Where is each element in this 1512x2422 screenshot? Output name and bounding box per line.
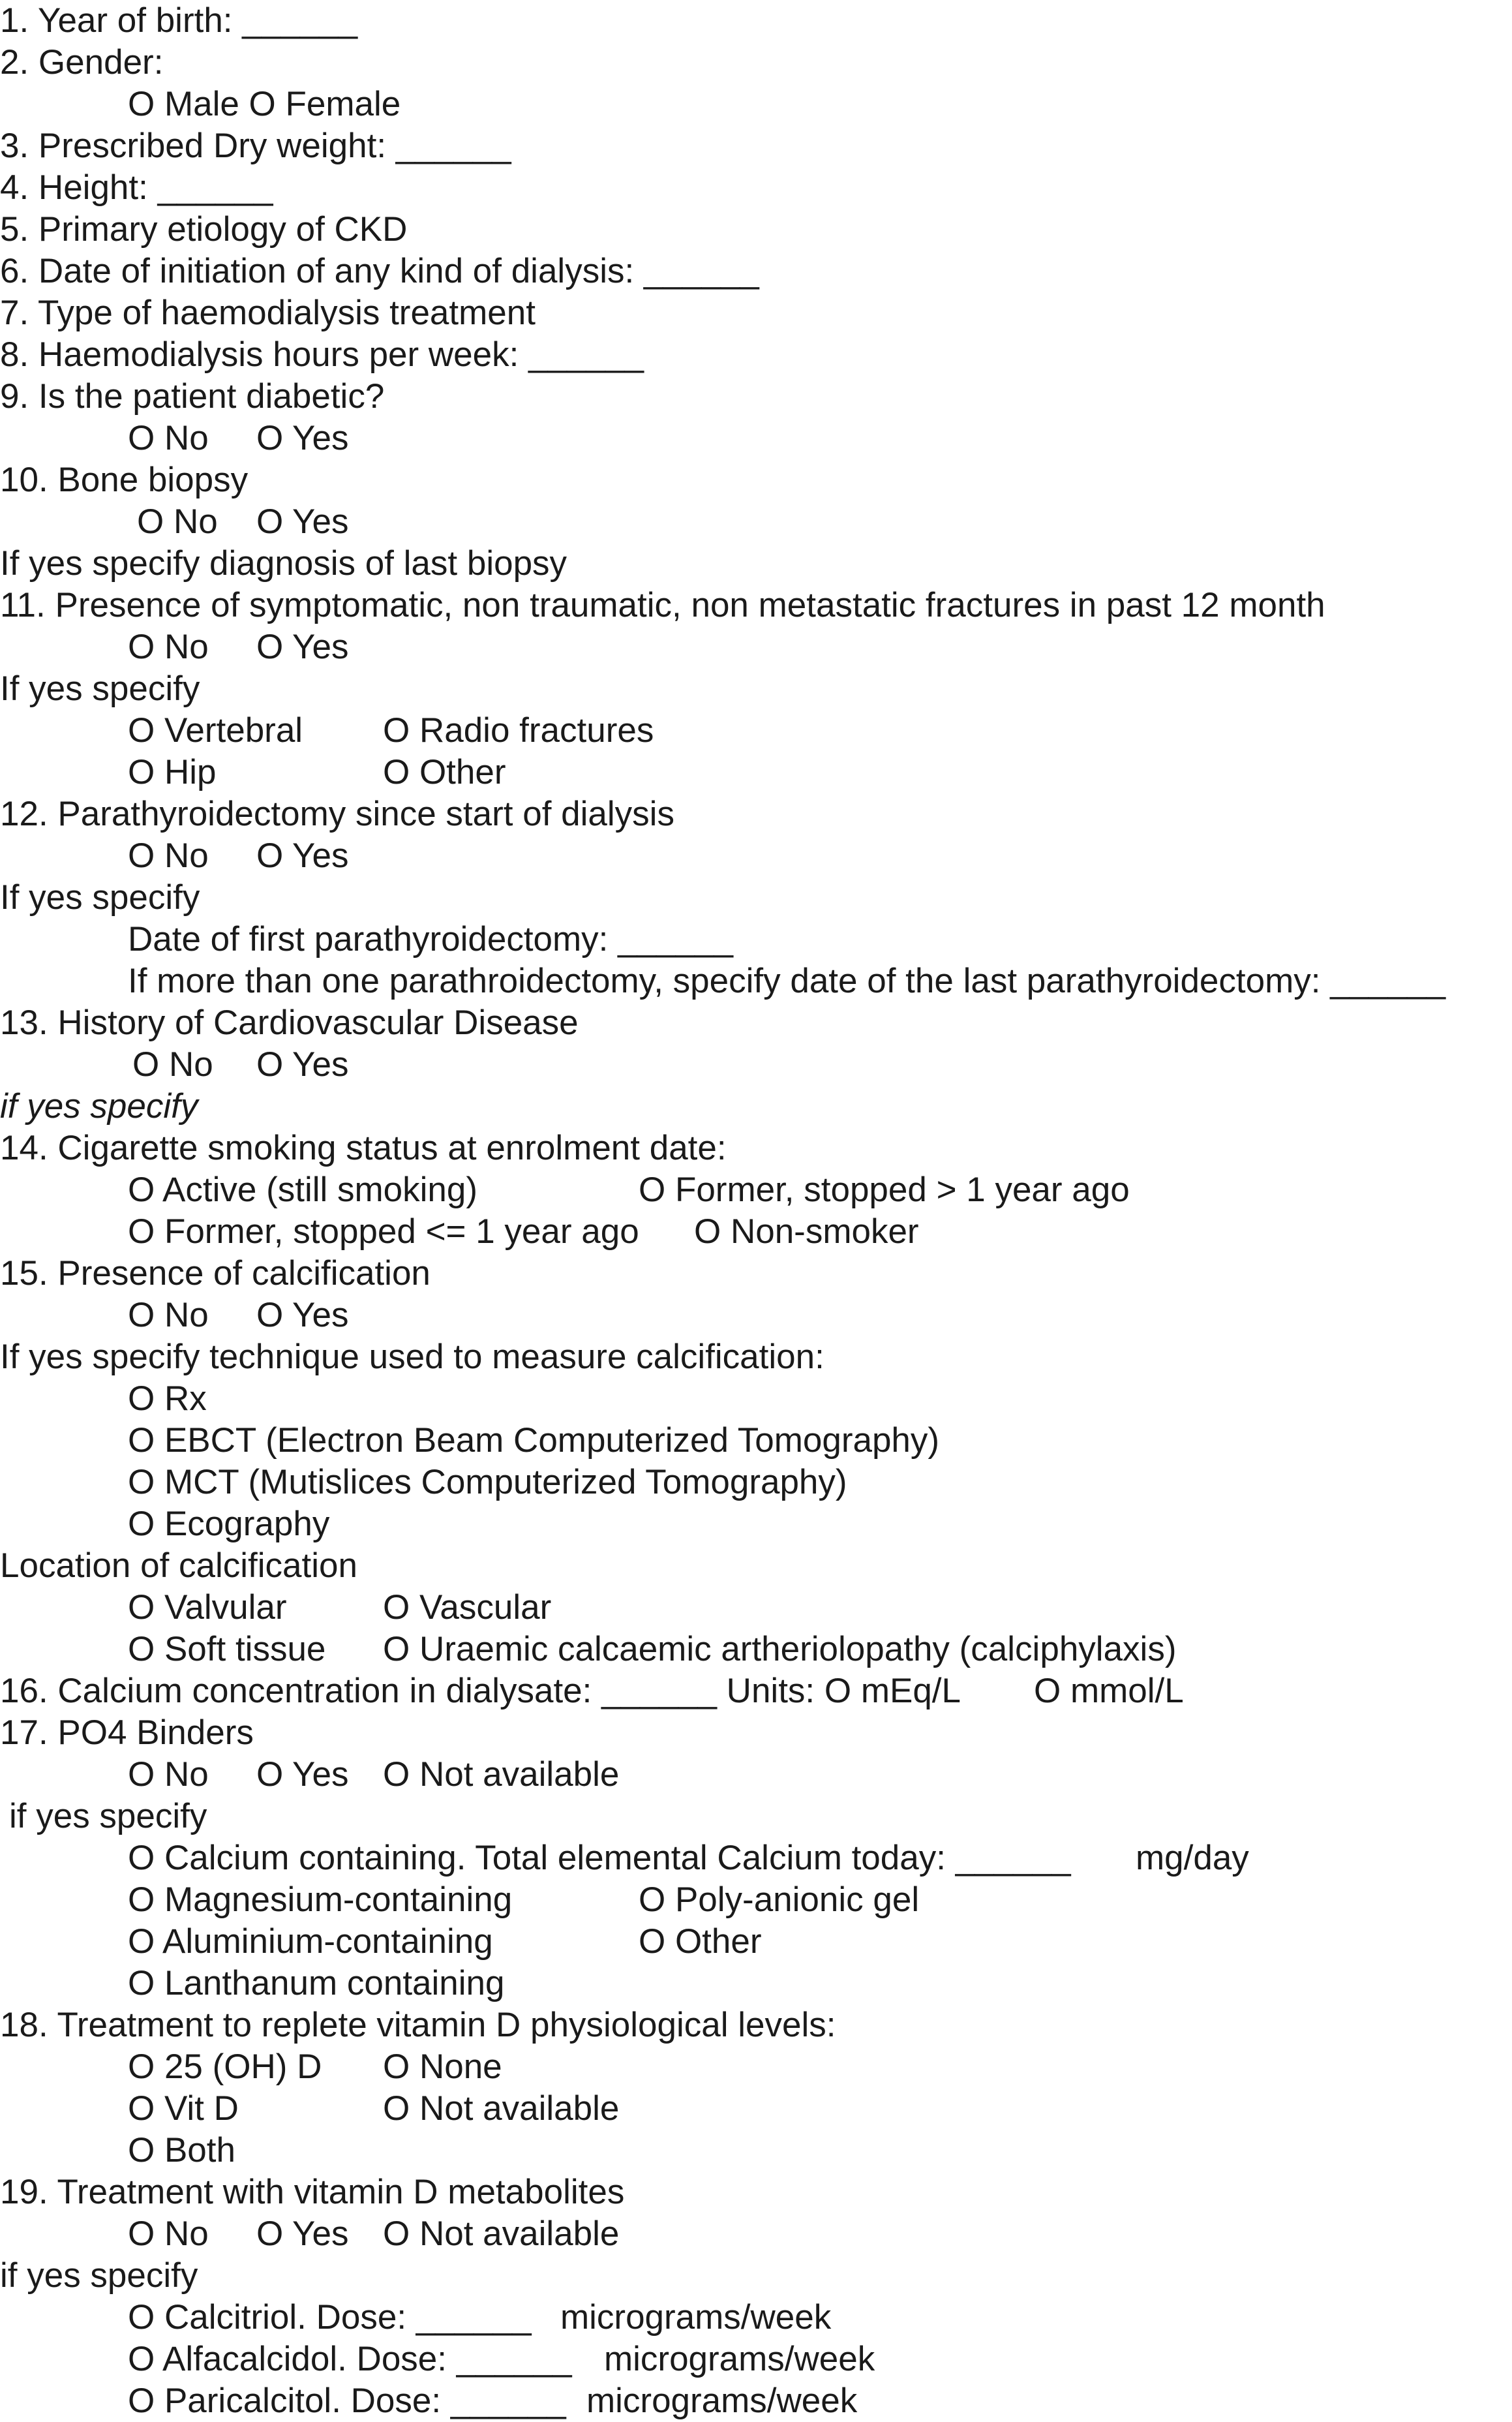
form-line <box>0 835 1512 877</box>
question-vitamin-d-repletion: 18. Treatment to replete vitamin D physiological levels: <box>0 2006 836 2044</box>
form-line <box>0 2338 1512 2380</box>
form-line <box>0 292 1512 334</box>
option-valvular[interactable]: O Valvular <box>128 1588 287 1627</box>
option-mmol[interactable]: O mmol/L <box>1034 1672 1184 1710</box>
form-line <box>0 376 1512 418</box>
option-no[interactable]: O No <box>128 836 209 875</box>
form-line <box>0 1503 1512 1545</box>
form-line <box>0 167 1512 209</box>
option-no[interactable]: O No <box>128 419 209 457</box>
dialysis-start-date-field[interactable]: 6. Date of initiation of any kind of dialysis: ______ <box>0 252 759 290</box>
form-line <box>0 2171 1512 2213</box>
option-25-oh-d[interactable]: O 25 (OH) D <box>128 2047 322 2086</box>
form-line <box>0 459 1512 501</box>
form-line <box>0 1879 1512 1921</box>
instruction-text: If yes specify technique used to measure calcification: <box>0 1338 824 1376</box>
option-no[interactable]: O No <box>132 1045 213 1084</box>
form-line <box>0 0 1512 42</box>
form-line <box>0 543 1512 585</box>
form-line <box>0 1044 1512 1086</box>
form-line <box>0 1211 1512 1253</box>
option-mct[interactable]: O MCT (Mutislices Computerized Tomography) <box>128 1463 847 1501</box>
option-not-available[interactable]: O Not available <box>383 2215 620 2253</box>
form-line <box>0 1712 1512 1754</box>
form-line <box>0 1670 1512 1712</box>
option-former-le-1yr[interactable]: O Former, stopped <= 1 year ago <box>128 1212 639 1251</box>
unit-label: micrograms/week <box>586 2382 858 2420</box>
form-line <box>0 919 1512 960</box>
instruction-text: If yes specify <box>0 878 200 917</box>
form-line <box>0 1796 1512 1837</box>
form-line <box>0 2213 1512 2255</box>
question-vitamin-d-metabolites: 19. Treatment with vitamin D metabolites <box>0 2173 625 2211</box>
option-no[interactable]: O No <box>128 2215 209 2253</box>
unit-label: mg/day <box>1136 1839 1249 1877</box>
option-poly-anionic-gel[interactable]: O Poly-anionic gel <box>639 1880 920 1919</box>
option-yes[interactable]: O Yes <box>256 1296 349 1334</box>
form-line <box>0 1963 1512 2004</box>
unit-label: micrograms/week <box>560 2298 832 2337</box>
form-line <box>0 418 1512 459</box>
form-line <box>0 2088 1512 2130</box>
option-yes[interactable]: O Yes <box>256 628 349 666</box>
question-gender: 2. Gender: <box>0 43 164 82</box>
form-line <box>0 1002 1512 1044</box>
form-line <box>0 1545 1512 1587</box>
form-line <box>0 1378 1512 1420</box>
option-not-available[interactable]: O Not available <box>383 2089 620 2128</box>
option-former-gt-1yr[interactable]: O Former, stopped > 1 year ago <box>639 1171 1130 1209</box>
paricalcitol-dose-field[interactable]: O Paricalcitol. Dose: ______ <box>128 2382 566 2420</box>
form-line <box>0 1587 1512 1629</box>
subheading-location: Location of calcification <box>0 1546 357 1585</box>
option-none[interactable]: O None <box>383 2047 502 2086</box>
option-hip[interactable]: O Hip <box>128 753 217 791</box>
form-line <box>0 626 1512 668</box>
option-no[interactable]: O No <box>128 1755 209 1794</box>
form-line <box>0 1127 1512 1169</box>
question-bone-biopsy: 10. Bone biopsy <box>0 461 249 499</box>
form-line <box>0 1086 1512 1127</box>
form-line <box>0 1921 1512 1963</box>
option-other[interactable]: O Other <box>383 753 506 791</box>
year-of-birth-field[interactable]: 1. Year of birth: ______ <box>0 1 358 40</box>
form-line <box>0 1754 1512 1796</box>
form-line <box>0 960 1512 1002</box>
question-smoking: 14. Cigarette smoking status at enrolment date: <box>0 1129 727 1167</box>
option-ebct[interactable]: O EBCT (Electron Beam Computerized Tomography) <box>128 1421 940 1460</box>
form-line <box>0 1420 1512 1462</box>
calcitriol-dose-field[interactable]: O Calcitriol. Dose: ______ <box>128 2298 532 2337</box>
option-no[interactable]: O No <box>128 628 209 666</box>
question-cvd: 13. History of Cardiovascular Disease <box>0 1004 579 1042</box>
option-non-smoker[interactable]: O Non-smoker <box>694 1212 919 1251</box>
option-both[interactable]: O Both <box>128 2131 235 2169</box>
form-line <box>0 1629 1512 1670</box>
first-ptx-date-field[interactable]: Date of first parathyroidectomy: ______ <box>128 920 733 958</box>
form-line <box>0 2004 1512 2046</box>
question-fractures: 11. Presence of symptomatic, non traumatic, non metastatic fractures in past 12 month <box>0 586 1325 624</box>
option-vit-d[interactable]: O Vit D <box>128 2089 239 2128</box>
form-line <box>0 877 1512 919</box>
option-rx[interactable]: O Rx <box>128 1379 207 1418</box>
form-line <box>0 1462 1512 1503</box>
form-line <box>0 209 1512 251</box>
option-yes[interactable]: O Yes <box>256 502 349 541</box>
option-active-smoker[interactable]: O Active (still smoking) <box>128 1171 478 1209</box>
alfacalcidol-dose-field[interactable]: O Alfacalcidol. Dose: ______ <box>128 2340 572 2378</box>
form-line <box>0 2046 1512 2088</box>
form-line <box>0 2130 1512 2171</box>
form-line <box>0 793 1512 835</box>
option-no[interactable]: O No <box>128 1296 209 1334</box>
option-not-available[interactable]: O Not available <box>383 1755 620 1794</box>
instruction-text: if yes specify <box>9 1797 207 1835</box>
last-ptx-date-field[interactable]: If more than one parathroidectomy, specify date of the last parathyroidectomy: ______ <box>128 962 1446 1000</box>
option-aluminium[interactable]: O Aluminium-containing <box>128 1922 493 1961</box>
question-po4-binders: 17. PO4 Binders <box>0 1713 254 1752</box>
form-line <box>0 1169 1512 1211</box>
form-line <box>0 710 1512 752</box>
form-line <box>0 42 1512 84</box>
instruction-text: if yes specify <box>0 1087 198 1126</box>
form-line <box>0 585 1512 626</box>
option-lanthanum[interactable]: O Lanthanum containing <box>128 1964 505 2002</box>
instruction-text: if yes specify <box>0 2256 198 2295</box>
form-line <box>0 1295 1512 1336</box>
hd-hours-field[interactable]: 8. Haemodialysis hours per week: ______ <box>0 335 644 374</box>
instruction-text: If yes specify diagnosis of last biopsy <box>0 544 567 583</box>
form-line <box>0 752 1512 793</box>
form-line <box>0 1837 1512 1879</box>
dry-weight-field[interactable]: 3. Prescribed Dry weight: ______ <box>0 127 511 165</box>
form-line <box>0 84 1512 125</box>
form-line <box>0 125 1512 167</box>
option-yes[interactable]: O Yes <box>256 1045 349 1084</box>
option-yes[interactable]: O Yes <box>256 2215 349 2253</box>
question-parathyroidectomy: 12. Parathyroidectomy since start of dialysis <box>0 795 674 833</box>
form-line <box>0 2380 1512 2422</box>
unit-label: micrograms/week <box>604 2340 875 2378</box>
form-line <box>0 1253 1512 1295</box>
form-line <box>0 334 1512 376</box>
option-soft-tissue[interactable]: O Soft tissue <box>128 1630 326 1668</box>
form-line <box>0 251 1512 292</box>
form-line <box>0 2255 1512 2297</box>
dialysate-calcium-field[interactable]: 16. Calcium concentration in dialysate: ______ Units: O mEq/L <box>0 1672 961 1710</box>
question-calcification: 15. Presence of calcification <box>0 1254 431 1293</box>
option-calciphylaxis[interactable]: O Uraemic calcaemic artheriolopathy (calciphylaxis) <box>383 1630 1177 1668</box>
option-yes[interactable]: O Yes <box>256 1755 349 1794</box>
option-yes[interactable]: O Yes <box>256 419 349 457</box>
option-magnesium[interactable]: O Magnesium-containing <box>128 1880 513 1919</box>
form-line <box>0 668 1512 710</box>
option-yes[interactable]: O Yes <box>256 836 349 875</box>
option-calcium-containing[interactable]: O Calcium containing. Total elemental Calcium today: ______ <box>128 1839 1071 1877</box>
gender-options[interactable]: O Male O Female <box>128 85 401 123</box>
option-no[interactable]: O No <box>137 502 218 541</box>
form-line <box>0 501 1512 543</box>
question-hd-type: 7. Type of haemodialysis treatment <box>0 294 536 332</box>
height-field[interactable]: 4. Height: ______ <box>0 168 273 207</box>
option-vascular[interactable]: O Vascular <box>383 1588 552 1627</box>
instruction-text: If yes specify <box>0 669 200 708</box>
form-line <box>0 1336 1512 1378</box>
question-etiology: 5. Primary etiology of CKD <box>0 210 408 249</box>
question-diabetic: 9. Is the patient diabetic? <box>0 377 385 416</box>
option-vertebral[interactable]: O Vertebral <box>128 711 303 750</box>
option-ecography[interactable]: O Ecography <box>128 1505 330 1543</box>
option-radio-fractures[interactable]: O Radio fractures <box>383 711 654 750</box>
option-other[interactable]: O Other <box>639 1922 762 1961</box>
form-line <box>0 2297 1512 2338</box>
